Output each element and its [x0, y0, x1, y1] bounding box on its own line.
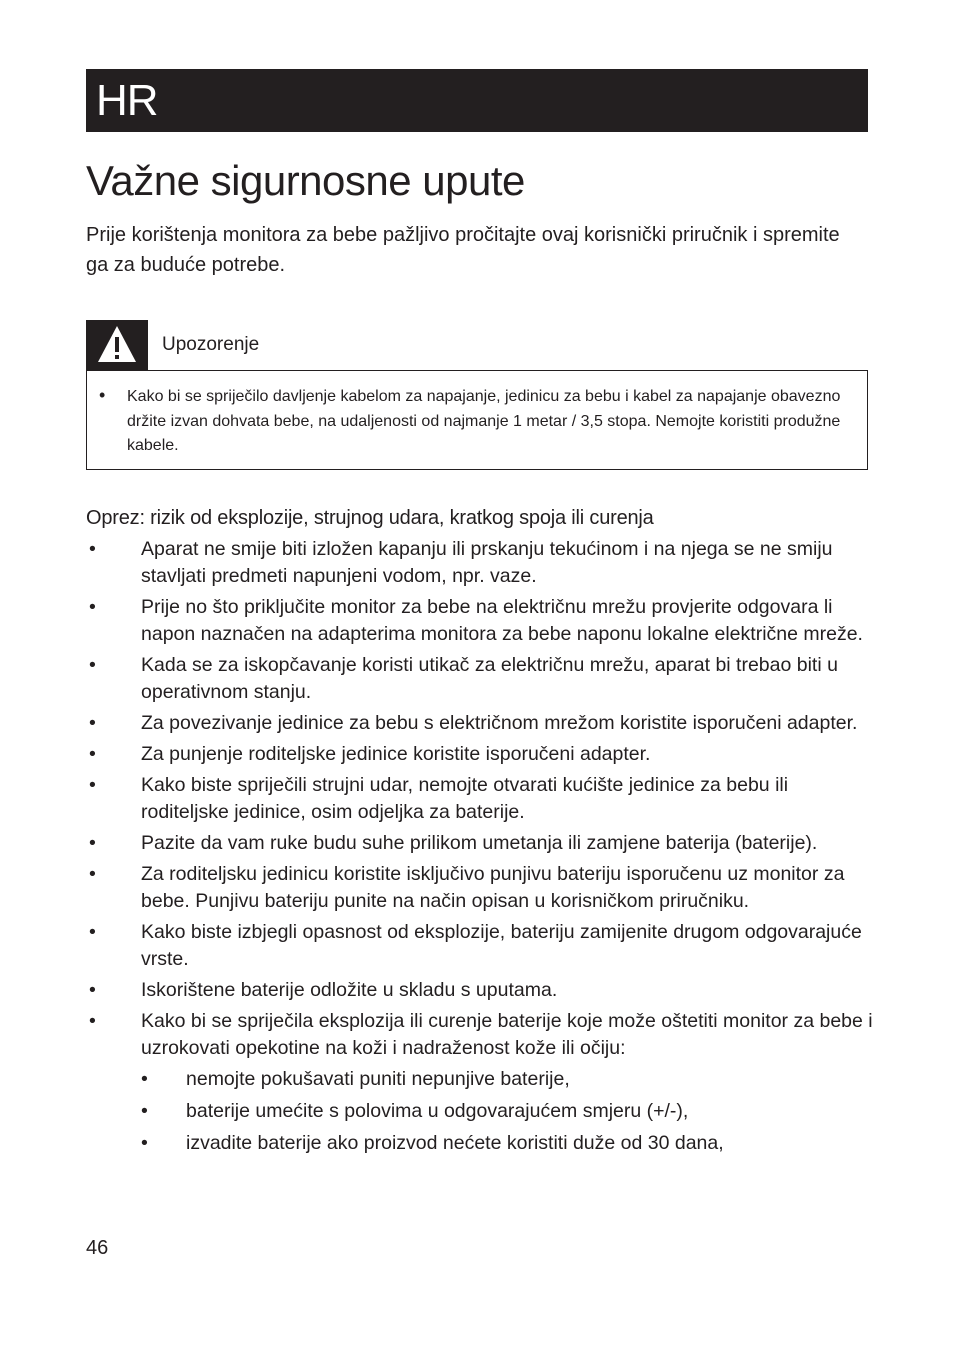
list-item [86, 594, 876, 648]
list-item-text: Aparat ne smije biti izložen kapanju ili prskanju tekućinom i na njega se ne smiju stavljati predmeti napunjeni vodom, npr. vaze. [141, 538, 833, 587]
caution-heading: Oprez: rizik od eksplozije, strujnog udara, kratkog spoja ili curenja [86, 507, 654, 529]
sub-list-item [141, 1066, 876, 1093]
language-header-bar [86, 69, 868, 132]
language-code: HR [96, 76, 158, 125]
list-item-text: Kako bi se spriječila eksplozija ili curenje baterije koje može oštetiti monitor za bebe i uzrokovati opekotine na koži i nadraženost kože ili očiju: [141, 1010, 873, 1059]
page-number: 46 [86, 1237, 109, 1259]
warning-frame [86, 370, 868, 470]
list-item [86, 652, 876, 706]
warning-triangle-icon [97, 324, 137, 364]
list-item-text: Iskorištene baterije odložite u skladu s uputama. [141, 979, 558, 1001]
warning-icon-block [86, 320, 148, 370]
bullet: • [89, 596, 96, 618]
list-item [86, 919, 876, 973]
list-item-text: Kako biste izbjegli opasnost od eksplozije, bateriju zamijenite drugom odgovarajuće vrste. [141, 921, 862, 970]
list-item [86, 861, 876, 915]
sub-list-item-text: baterije umećite s polovima u odgovarajućem smjeru (+/-), [186, 1100, 689, 1122]
bullet: • [89, 832, 96, 854]
bullet: • [89, 1010, 96, 1032]
list-item-text: Prije no što priključite monitor za bebe na električnu mrežu provjerite odgovara li napon naznačen na adapterima monitora za bebe naponu lokalne električne mreže. [141, 596, 863, 645]
list-item-text: Za punjenje roditeljske jedinice koristite isporučeni adapter. [141, 743, 651, 765]
list-item [86, 741, 876, 768]
warning-box [86, 320, 868, 470]
list-item-text: Kada se za iskopčavanje koristi utikač za električnu mrežu, aparat bi trebao biti u operativnom stanju. [141, 654, 838, 703]
bullet: • [141, 1068, 148, 1090]
list-item-text: Za povezivanje jedinice za bebu s električnom mrežom koristite isporučeni adapter. [141, 712, 858, 734]
caution-list [86, 536, 876, 1162]
bullet: • [89, 863, 96, 885]
list-item-text: Kako biste spriječili strujni udar, nemojte otvarati kućište jedinice za bebu ili roditeljske jedinice, osim odjeljka za baterije. [141, 774, 789, 823]
bullet: • [89, 979, 96, 1001]
sub-list-item-text: izvadite baterije ako proizvod nećete koristiti duže od 30 dana, [186, 1132, 724, 1154]
sub-list-item [141, 1130, 876, 1157]
bullet: • [89, 538, 96, 560]
bullet: • [89, 654, 96, 676]
bullet: • [89, 774, 96, 796]
warning-heading: Upozorenje [162, 334, 260, 355]
bullet: • [89, 921, 96, 943]
warning-bullet: • [99, 385, 106, 405]
bullet: • [141, 1100, 148, 1122]
sub-list-item [141, 1098, 876, 1125]
intro-paragraph: Prije korištenja monitora za bebe pažljivo pročitajte ovaj korisnički priručnik i spremite ga za buduće potrebe. [86, 224, 840, 276]
bullet: • [141, 1132, 148, 1154]
list-item [86, 536, 876, 590]
list-item [86, 830, 876, 857]
bullet: • [89, 743, 96, 765]
list-item [86, 1008, 876, 1157]
list-item [86, 710, 876, 737]
page-title: Važne sigurnosne upute [86, 157, 525, 204]
list-item-text: Pazite da vam ruke budu suhe prilikom umetanja ili zamjene baterija (baterije). [141, 832, 818, 854]
bullet: • [89, 712, 96, 734]
warning-text: Kako bi se spriječilo davljenje kabelom za napajanje, jedinicu za bebu i kabel za napajanje obavezno držite izvan dohvata bebe, na udaljenosti od najmanje 1 metar / 3,5 stopa. Nemojte koristiti produžne kabele. [127, 388, 841, 454]
list-item-text: Za roditeljsku jedinicu koristite isključivo punjivu bateriju isporučenu uz monitor za bebe. Punjivu bateriju punite na način opisan u korisničkom priručniku. [141, 863, 845, 912]
list-item [86, 772, 876, 826]
list-item [86, 977, 876, 1004]
sub-list [141, 1066, 876, 1157]
sub-list-item-text: nemojte pokušavati puniti nepunjive baterije, [186, 1068, 570, 1090]
